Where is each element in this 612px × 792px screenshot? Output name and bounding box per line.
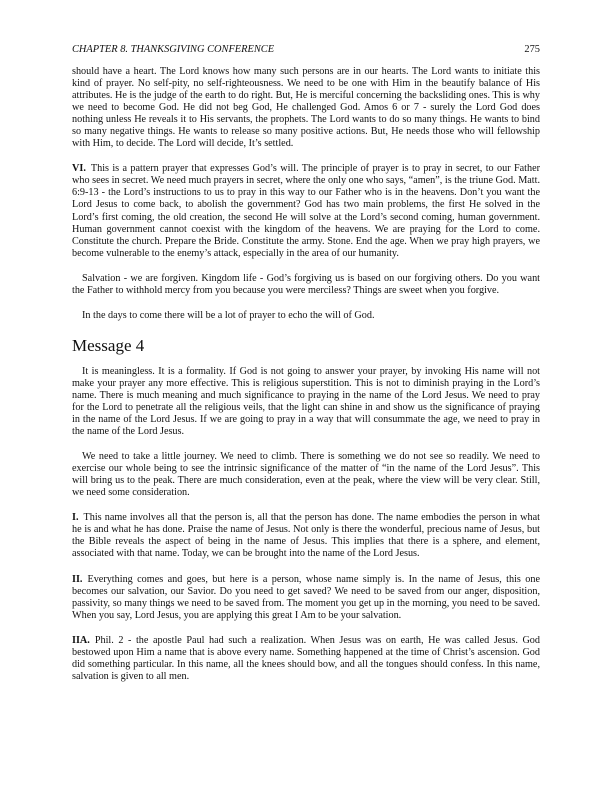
point-text: Phil. 2 - the apostle Paul had such a realization. When Jesus was on earth, He was called Jesus. God bestowed upon Him a name that is above every name. Something happened at the time of Christ’s ascension. God did something particular. In this name, all the knees should bow, and all the tongues should confess. In this name, salvation is given to all men. <box>72 634 540 682</box>
point-iia <box>72 635 540 683</box>
chapter-title: CHAPTER 8. THANKSGIVING CONFERENCE <box>72 44 275 55</box>
point-text: This name involves all that the person is, all that the person has done. The name embodies the person in what he is and what he has done. Praise the name of Jesus. Not only is there the wonderful, precious name of Jesus, but the Bible reveals the aspect of being in the name of Jesus. This implies that there is a sphere, and element, associated with that name. Today, we can be brought into the name of the Lord Jesus. <box>72 512 540 560</box>
running-header <box>72 44 540 55</box>
section-vi <box>72 163 540 259</box>
section-label: VI. <box>72 163 86 175</box>
message-intro-1: It is meaningless. It is a formality. If God is not going to answer your prayer, by invoking His name will not make your prayer any more effective. This is religious superstition. This is not to diminish praying in the Lord’s name. There is much meaning and much significance to praying in the name of the Lord Jesus. We need to pray for the Lord to penetrate all the religious veils, that the light can shine in and show us the significance of praying in the name of the Lord Jesus. If we are going to pray in a way that will consummate the age, we need to pray in the name of the Lord Jesus. <box>72 365 540 438</box>
point-ii <box>72 574 540 622</box>
message-intro-2: We need to take a little journey. We need to climb. There is something we do not see so readily. We need to exercise our whole being to see the intrinsic significance of the matter of “in the name of the Lord Jesus”. This will bring us to the peak. There are much consideration, even at the peak, where the view will be very clear. Still, we need some consideration. <box>72 451 540 499</box>
page-body <box>72 66 540 683</box>
paragraph-continuation: should have a heart. The Lord knows how many such persons are in our hearts. The Lord wants to initiate this kind of prayer. No self-pity, no self-righteousness. We need to be one with Him in the beautify balance of His attributes. He is the judge of the earth to do right. But, He is merciful concerning the backsliding ones. This is why we need to become God. He did not beg God, He challenged God. Amos 6 or 7 - surely the Lord God does nothing unless He reveals it to His servants, the prophets. The Lord wants to do so many things. He wants to bind so many negative things. He wants to release so many positive actions. But, He needs those who will fellowship with Him, to decide. The Lord will decide, It’s settled. <box>72 66 540 150</box>
paragraph-salvation: Salvation - we are forgiven. Kingdom life - God’s forgiving us is based on our forgiving others. Do you want the Father to withhold mercy from you because you were merciless? Things are sweet when you forgive. <box>72 272 540 296</box>
point-label: IIA. <box>72 634 90 646</box>
point-label: II. <box>72 573 83 585</box>
point-i <box>72 512 540 560</box>
page-number: 275 <box>524 44 540 55</box>
paragraph-days: In the days to come there will be a lot of prayer to echo the will of God. <box>82 309 375 321</box>
message-heading: Message 4 <box>72 335 145 355</box>
section-text: This is a pattern prayer that expresses God’s will. The principle of prayer is to pray in secret, to our Father who sees in secret. We need much prayers in secret, where the only one who says, “amen”, is the triune God. Matt. 6:9-13 - the Lord’s instructions to us to pray in this way to our Father who is in the heavens. Don’t you want the Lord Jesus to come back, to abolish the government? God has two main problems, the first He solved in the Lord’s first coming, the old creation, the second He will solve at the Lord’s second coming, human government. Human government cannot coexist with the kingdom of the heavens. We are praying for the Lord to come. Constitute the church. Prepare the Bride. Constitute the army. Stone. End the age. When we pray high prayers, we become vulnerable to the enemy’s attack, especially in the area of our humanity. <box>72 163 540 259</box>
point-label: I. <box>72 512 79 524</box>
point-text: Everything comes and goes, but here is a person, whose name simply is. In the name of Jesus, this one becomes our salvation, our Savior. Do you need to get saved? We need to be saved from our anger, disposition, passivity, so many things we need to be saved from. The moment you get up in the morning, you need to be saved. When you say, Lord Jesus, you are applying this great I Am to be your salvation. <box>72 573 540 621</box>
